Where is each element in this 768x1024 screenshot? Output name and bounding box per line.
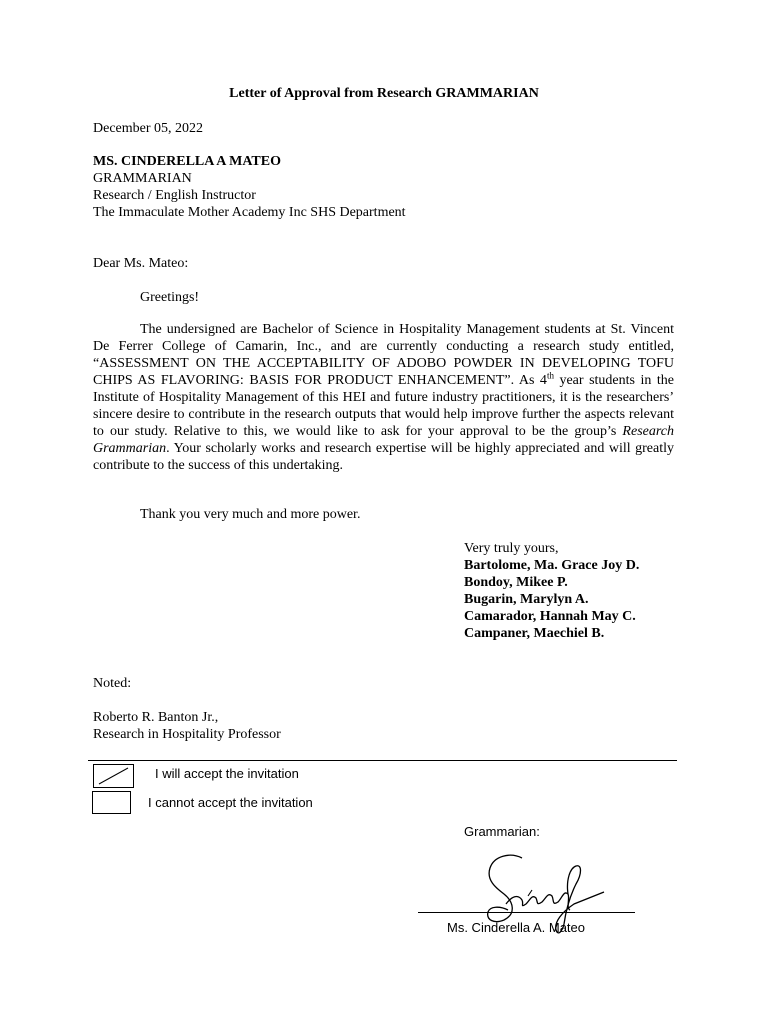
signatory-name: Bartolome, Ma. Grace Joy D. <box>464 558 640 573</box>
signatory-block <box>464 540 639 642</box>
checkmark-slash-icon <box>94 765 133 787</box>
decline-option-label: I cannot accept the invitation <box>148 795 313 810</box>
noted-block <box>93 709 281 743</box>
recipient-role: GRAMMARIAN <box>93 171 192 186</box>
study-title: “ASSESSMENT ON THE ACCEPTABILITY OF ADOBO POWDER IN DEVELOPING TOFU CHIPS AS FLAVORING: BASIS FOR PRODUCT ENHANCEMENT” <box>93 356 674 388</box>
recipient-name: MS. CINDERELLA A MATEO <box>93 154 281 169</box>
closing: Very truly yours, <box>464 541 559 556</box>
letter-title: Letter of Approval from Research GRAMMARIAN <box>229 86 539 101</box>
noted-position: Research in Hospitality Professor <box>93 727 281 742</box>
letter-date: December 05, 2022 <box>93 121 204 136</box>
signatory-name: Bugarin, Marylyn A. <box>464 592 589 607</box>
recipient-block <box>93 153 406 221</box>
recipient-institution: The Immaculate Mother Academy Inc SHS Department <box>93 205 406 220</box>
greeting: Greetings! <box>140 290 200 305</box>
accept-option-label: I will accept the invitation <box>155 766 299 781</box>
signature-line <box>418 912 635 913</box>
body-paragraph: The undersigned are Bachelor of Science in Hospitality Management students at St. Vincent De Ferrer College of Camarin, Inc., and are currently conducting a research study entitled, “ASSESSMENT ON THE ACCEPTABILITY OF ADOBO POWDER IN DEVELOPING TOFU CHIPS AS FLAVORING: BASIS FOR PRODUCT ENHANCEMENT”. As 4th year students in the Institute of Hospitality Management of this HEI and future industry practitioners, it is the researchers’ sincere desire to contribute in the research outputs that would help improve further the aspects relevant to our study. Relative to this, we would like to ask for your approval to be the group’s Research Grammarian. Your scholarly works and research expertise will be highly appreciated and will greatly contribute to the success of this undertaking. <box>93 322 674 473</box>
accept-checkbox[interactable] <box>93 764 134 788</box>
signatory-name: Bondoy, Mikee P. <box>464 575 568 590</box>
decline-checkbox[interactable] <box>92 791 131 814</box>
salutation: Dear Ms. Mateo: <box>93 256 189 271</box>
divider-rule <box>88 760 677 761</box>
signatory-name: Camarador, Hannah May C. <box>464 609 636 624</box>
noted-label: Noted: <box>93 676 132 691</box>
grammarian-label: Grammarian: <box>464 824 540 839</box>
signatory-name: Campaner, Maechiel B. <box>464 626 605 641</box>
noted-name: Roberto R. Banton Jr., <box>93 710 219 725</box>
thanks-line: Thank you very much and more power. <box>140 507 361 522</box>
grammarian-name: Ms. Cinderella A. Mateo <box>447 920 586 935</box>
recipient-position: Research / English Instructor <box>93 188 256 203</box>
